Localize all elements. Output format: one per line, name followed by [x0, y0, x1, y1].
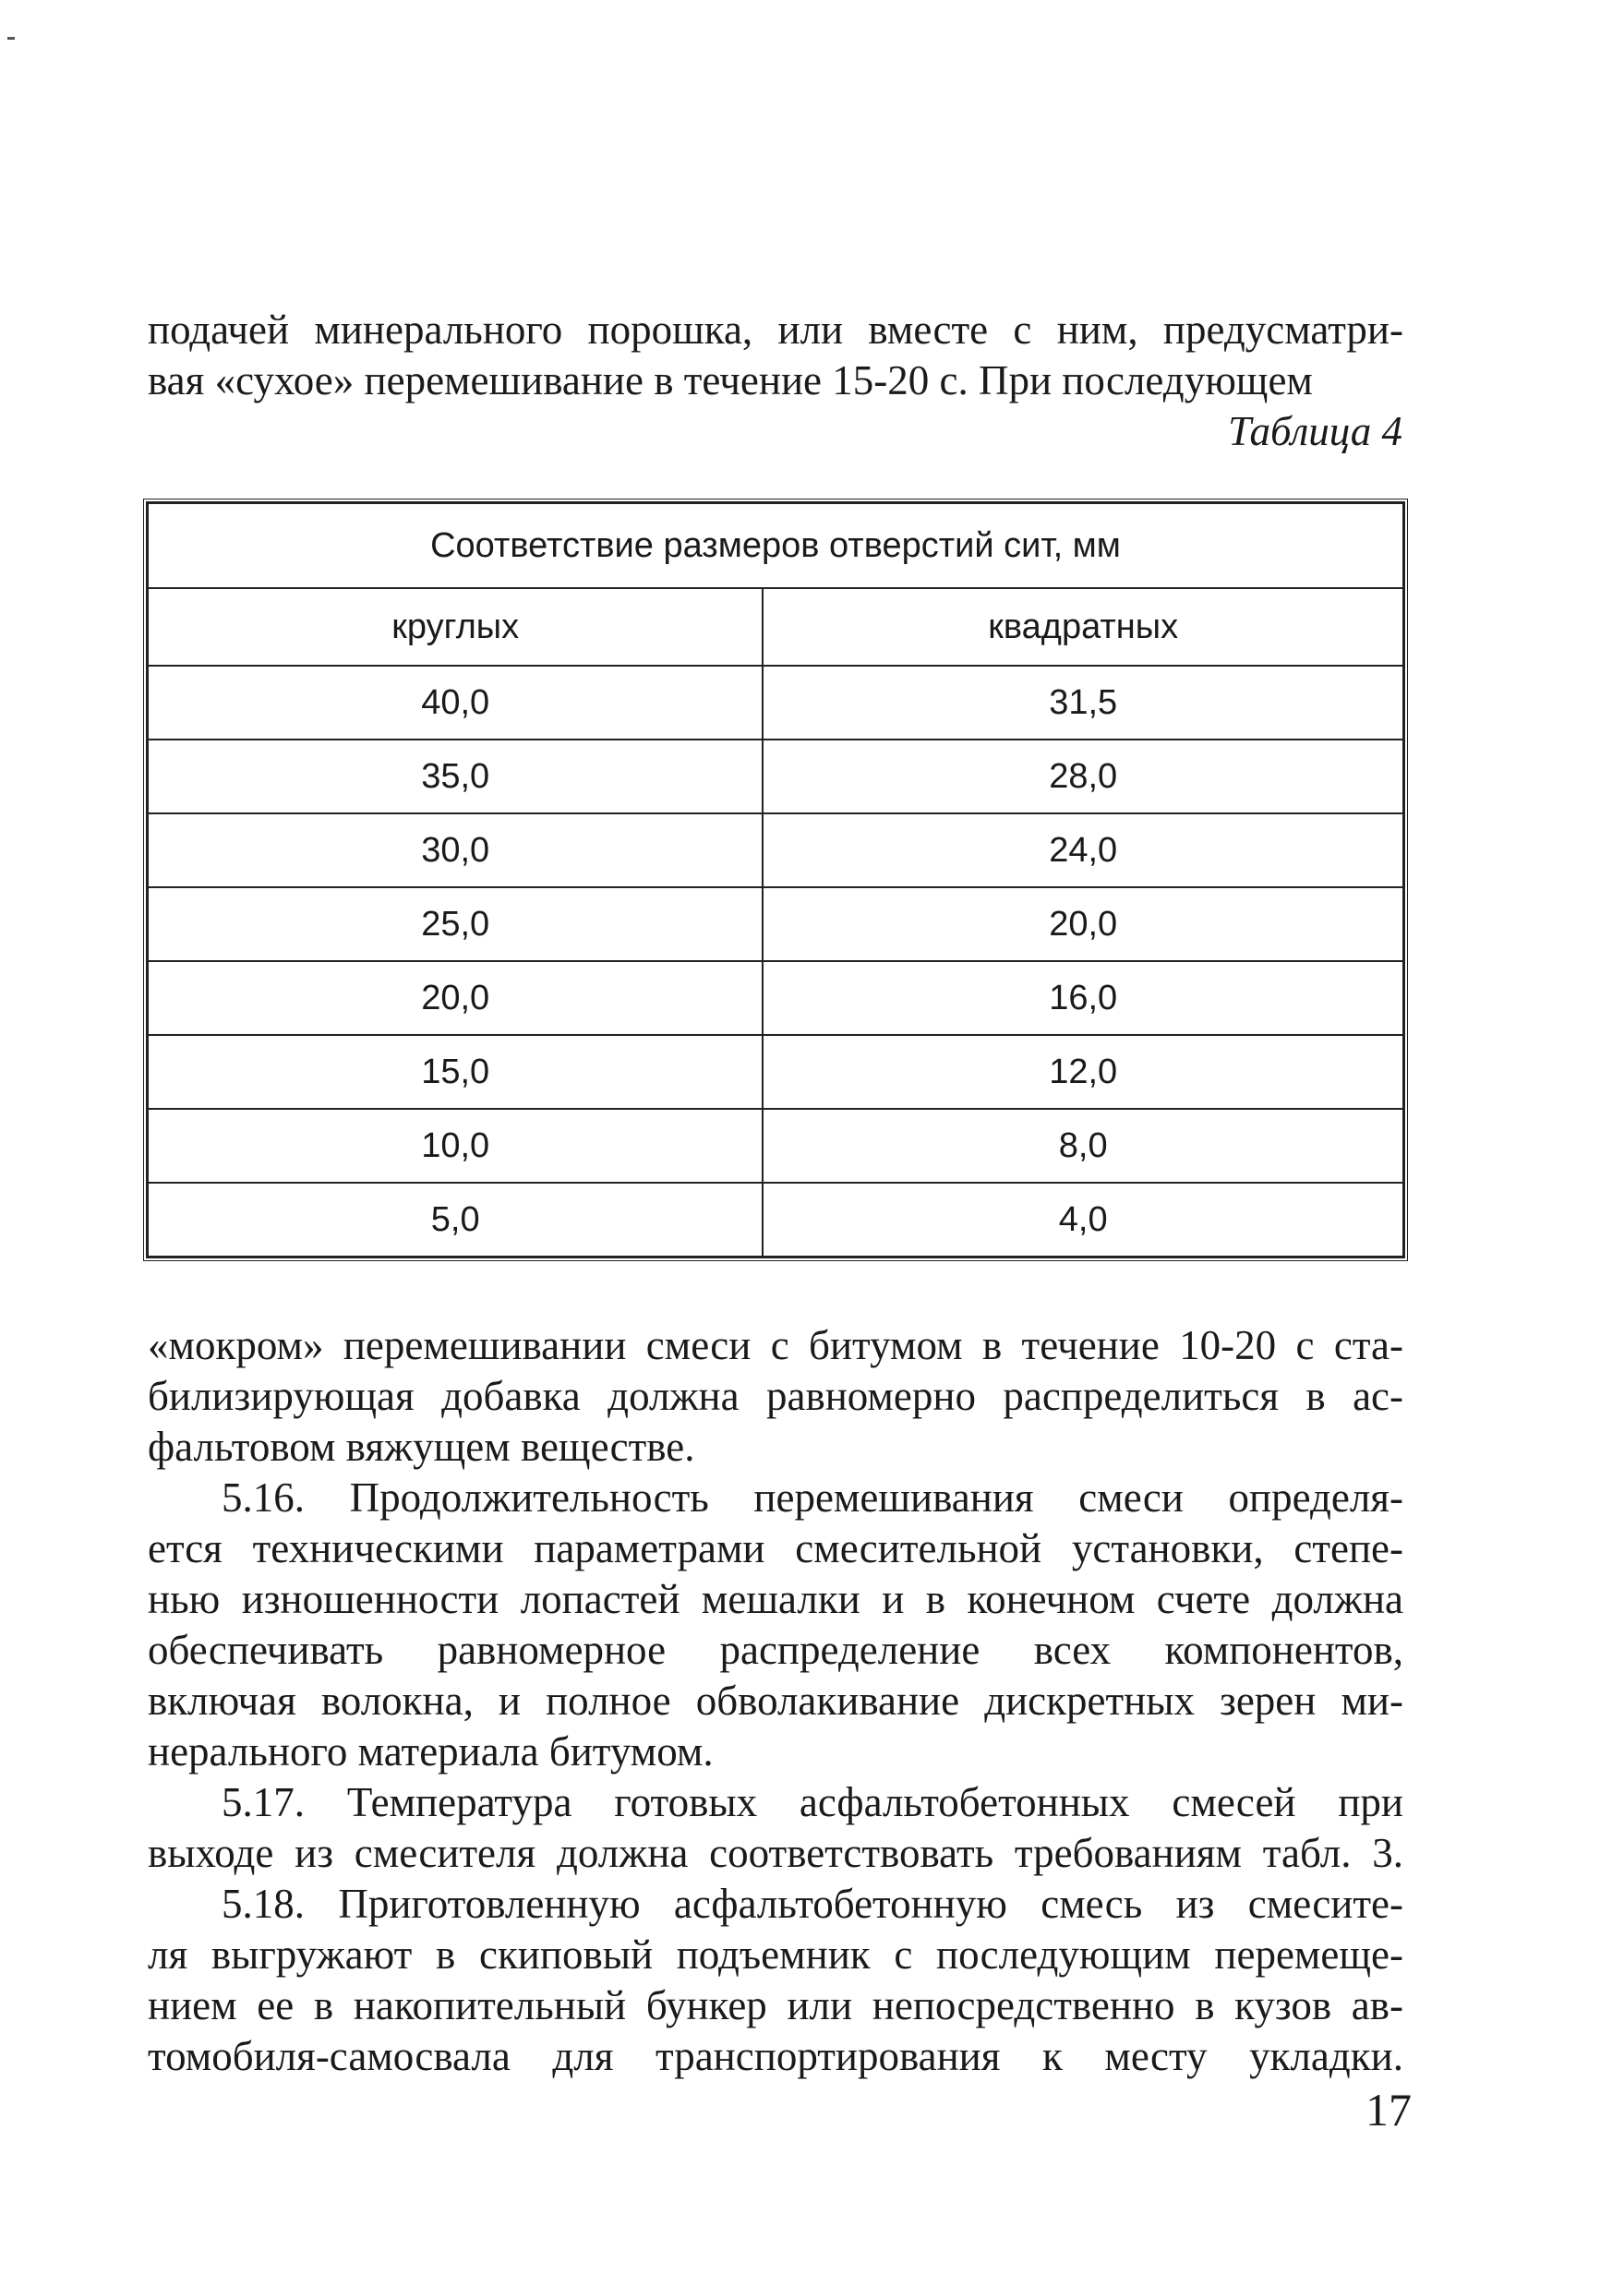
text-line: ется техническими параметрами смесительной установки, степе- — [148, 1525, 1403, 1571]
body-text — [148, 1320, 1403, 2082]
paragraph — [148, 1320, 1403, 1473]
text-line: вая «сухое» перемешивание в течение 15-20 с. При последующем — [148, 357, 1313, 403]
cell-square: 20,0 — [763, 887, 1403, 961]
cell-square: 28,0 — [763, 740, 1403, 813]
table-row — [148, 740, 1403, 813]
text-line: фальтовом вяжущем веществе. — [148, 1424, 695, 1470]
text-line: нью изношенности лопастей мешалки и в конечном счете должна — [148, 1576, 1403, 1622]
text-line: обеспечивать равномерное распределение всех компонентов, — [148, 1627, 1403, 1673]
text-line: 5.16. Продолжительность перемешивания смеси определя- — [222, 1474, 1403, 1521]
cell-square: 24,0 — [763, 813, 1403, 887]
table-row — [148, 1035, 1403, 1109]
text-line: ля выгружают в скиповый подъемник с последующим перемеще- — [148, 1931, 1403, 1978]
paragraph-5-17 — [148, 1777, 1403, 1879]
table-caption: Таблица 4 — [1228, 408, 1402, 454]
paragraph-5-18 — [148, 1879, 1403, 2082]
table-title: Соответствие размеров отверстий сит, мм — [148, 503, 1403, 588]
cell-square: 16,0 — [763, 961, 1403, 1035]
text-line: билизирующая добавка должна равномерно распределиться в ас- — [148, 1373, 1403, 1419]
page-number: 17 — [1365, 2084, 1412, 2136]
text-line: 5.17. Температура готовых асфальтобетонных смесей при — [222, 1779, 1403, 1825]
text-line: включая волокна, и полное обволакивание дискретных зерен ми- — [148, 1678, 1403, 1724]
cell-square: 12,0 — [763, 1035, 1403, 1109]
text-line: нерального материала битумом. — [148, 1728, 714, 1775]
sieve-table — [143, 499, 1408, 1261]
top-paragraph — [148, 305, 1403, 406]
text-line: 5.18. Приготовленную асфальтобетонную смесь из смесите- — [222, 1881, 1403, 1927]
cell-round: 5,0 — [148, 1183, 763, 1257]
table-row — [148, 813, 1403, 887]
text-line: подачей минерального порошка, или вместе с ним, предусматри- — [148, 307, 1403, 353]
cell-round: 10,0 — [148, 1109, 763, 1183]
cell-square: 8,0 — [763, 1109, 1403, 1183]
cell-round: 20,0 — [148, 961, 763, 1035]
cell-square: 31,5 — [763, 666, 1403, 740]
table-row — [148, 1109, 1403, 1183]
cell-round: 25,0 — [148, 887, 763, 961]
table-row — [148, 887, 1403, 961]
table-row — [148, 666, 1403, 740]
table-row — [148, 961, 1403, 1035]
text-line: томобиля-самосвала для транспортирования к месту укладки. — [148, 2033, 1403, 2079]
cell-round: 35,0 — [148, 740, 763, 813]
cell-round: 15,0 — [148, 1035, 763, 1109]
cell-square: 4,0 — [763, 1183, 1403, 1257]
text-line: нием ее в накопительный бункер или непосредственно в кузов ав- — [148, 1982, 1403, 2028]
scan-mark — [7, 37, 15, 40]
column-header-round: круглых — [148, 588, 763, 666]
cell-round: 30,0 — [148, 813, 763, 887]
paragraph-5-16 — [148, 1473, 1403, 1777]
cell-round: 40,0 — [148, 666, 763, 740]
column-header-square: квадратных — [763, 588, 1403, 666]
table-row — [148, 1183, 1403, 1257]
text-line: «мокром» перемешивании смеси с битумом в течение 10-20 с ста- — [148, 1322, 1403, 1368]
text-line: выходе из смесителя должна соответствовать требованиям табл. 3. — [148, 1830, 1403, 1876]
